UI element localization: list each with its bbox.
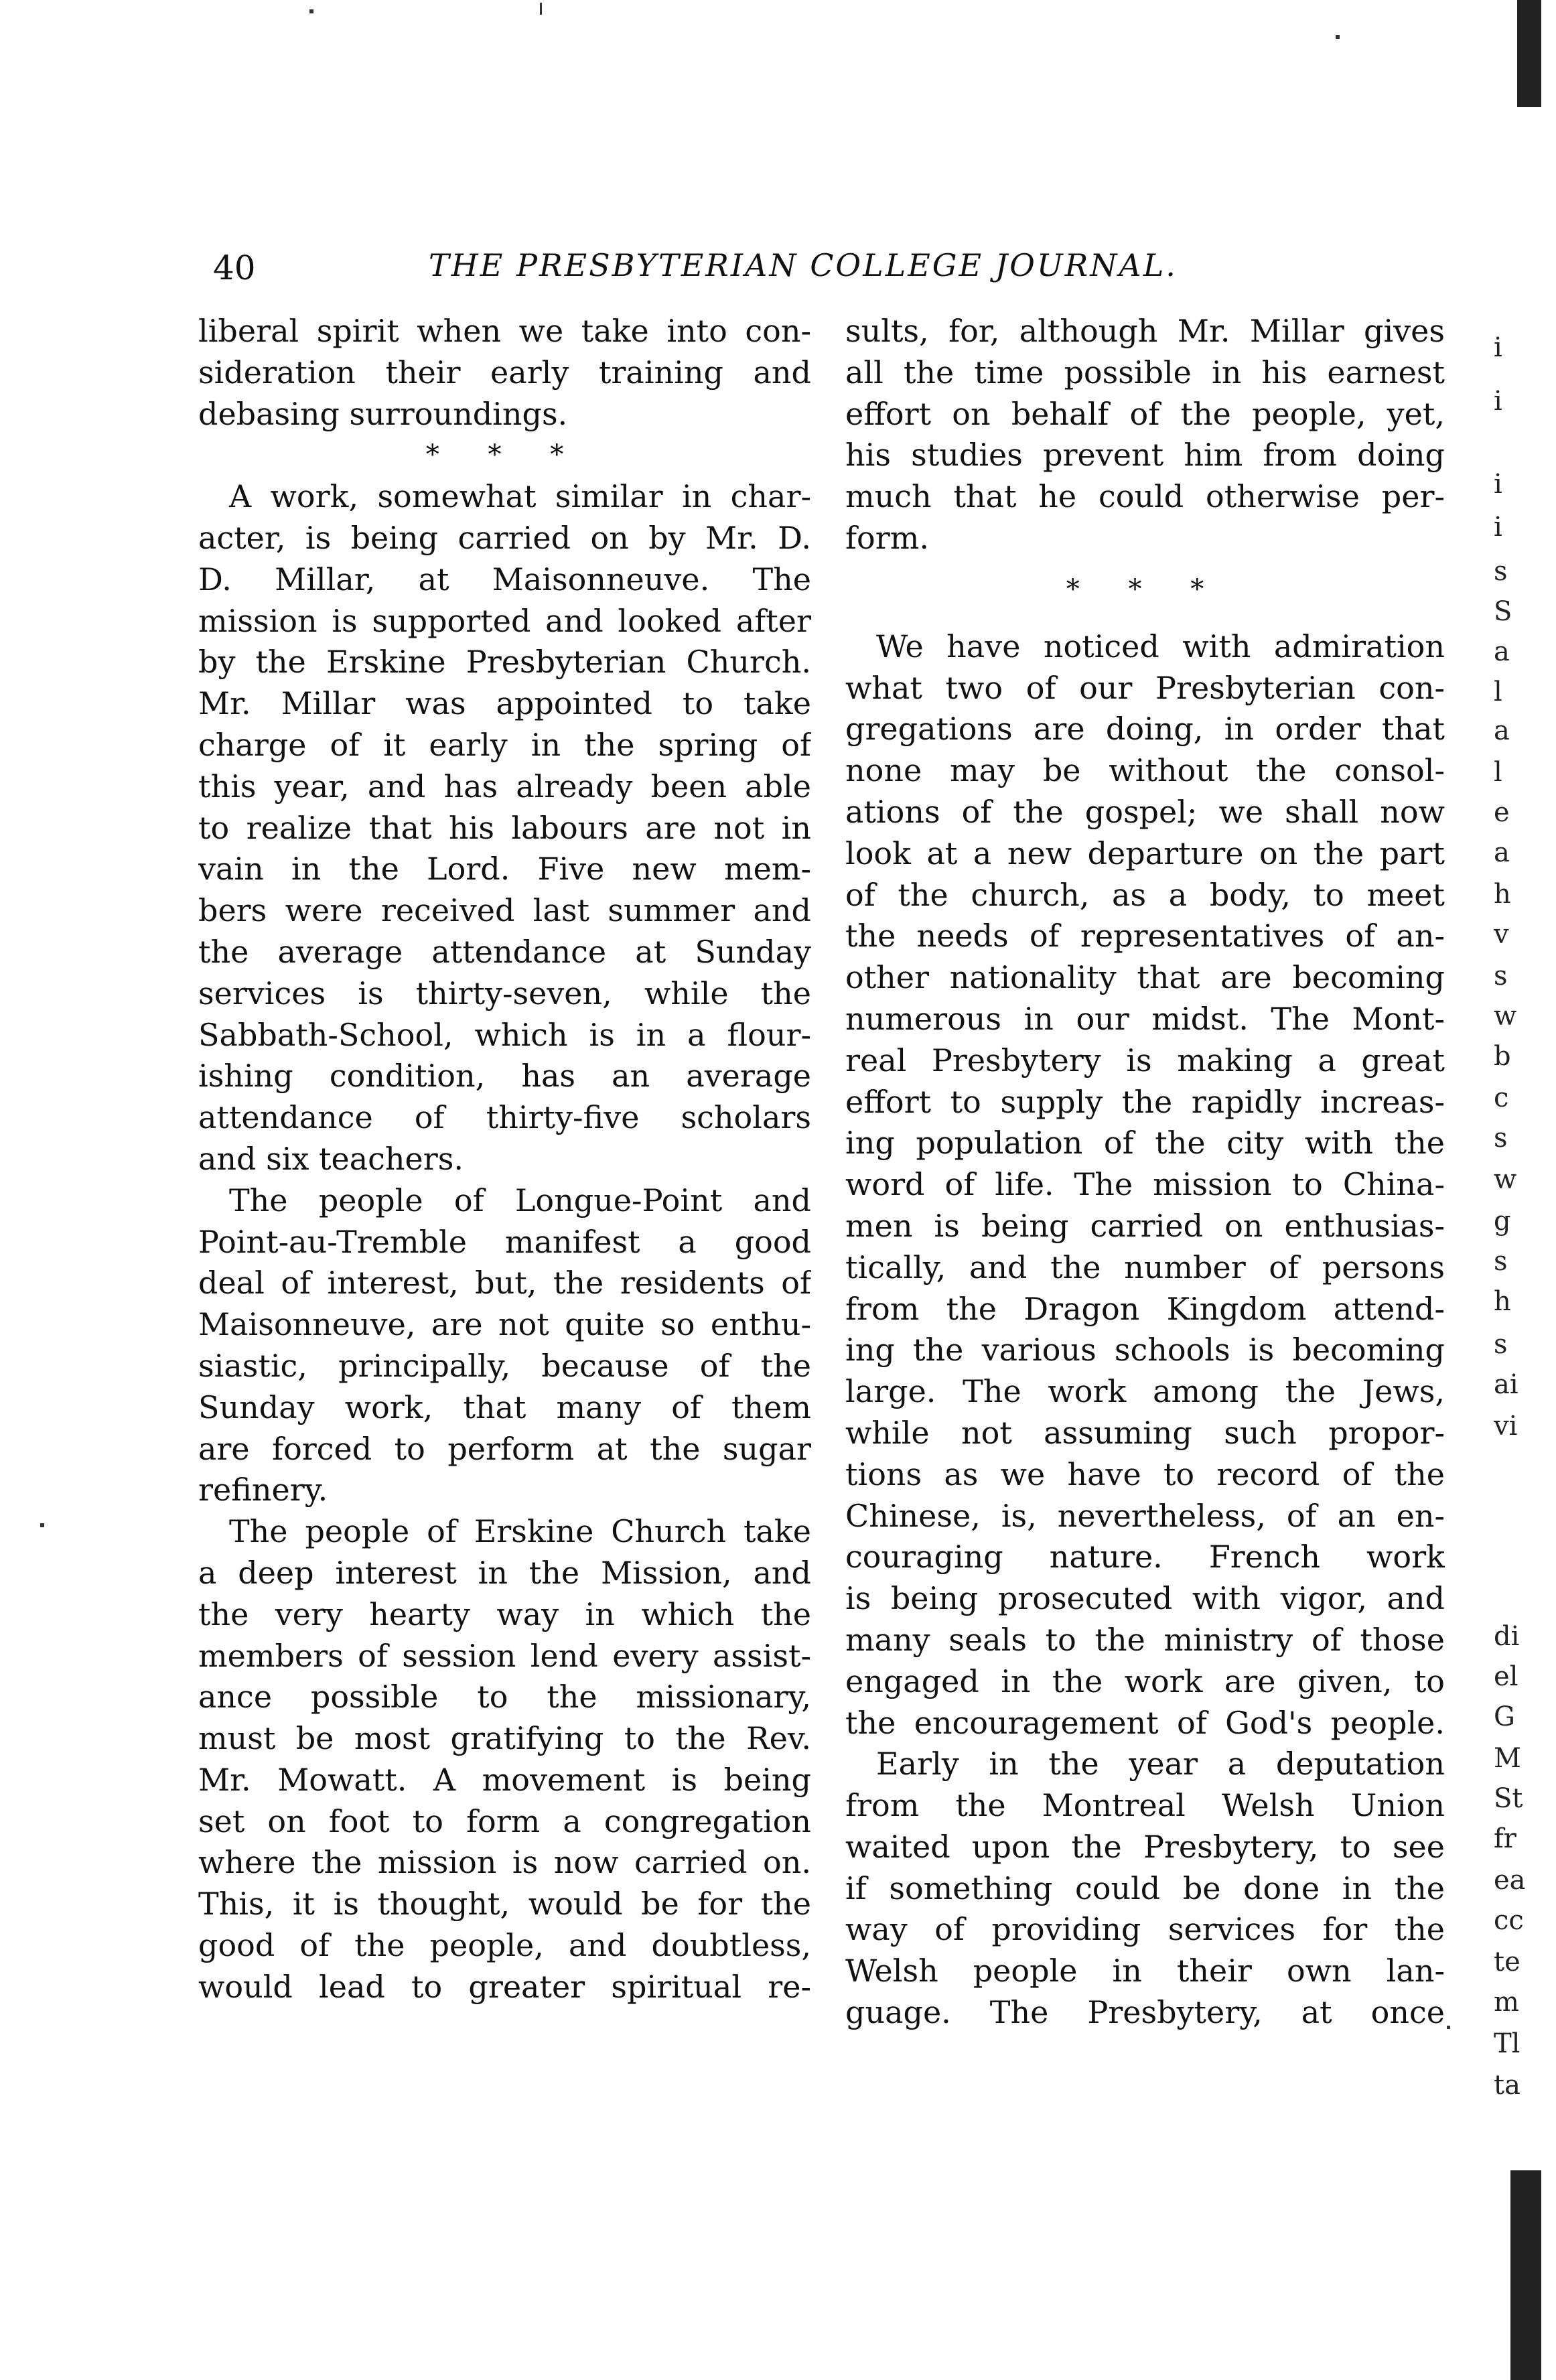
adjacent-page-fragment: G: [1494, 1701, 1515, 1732]
text-line: this year, and has already been able: [198, 768, 811, 804]
section-break-asterisks: * * *: [425, 439, 584, 471]
text-line: siastic, principally, because of the: [198, 1347, 811, 1384]
text-line: Mr. Millar was appointed to take: [198, 685, 811, 722]
adjacent-page-fragment: s: [1494, 556, 1508, 587]
text-line: numerous in our midst. The Mont-: [845, 1000, 1445, 1037]
adjacent-page-fragment: g: [1494, 1206, 1511, 1237]
text-line: Point-au-Tremble manifest a good: [198, 1223, 811, 1260]
adjacent-page-fragment: c: [1494, 1082, 1509, 1113]
text-line: gregations are doing, in order that: [845, 711, 1445, 748]
text-line: bers were received last summer and: [198, 892, 811, 929]
text-line: the needs of representatives of an-: [845, 918, 1445, 955]
adjacent-page-fragment: ta: [1494, 2070, 1520, 2101]
text-line: real Presbytery is making a great: [845, 1042, 1445, 1078]
text-line: mission is supported and looked after: [198, 602, 811, 639]
adjacent-page-fragment: vi: [1494, 1411, 1518, 1442]
text-line: engaged in the work are given, to: [845, 1663, 1445, 1699]
text-line: if something could be done in the: [845, 1870, 1445, 1906]
adjacent-page-fragment: Tl: [1494, 2028, 1520, 2059]
text-line: other nationality that are becoming: [845, 959, 1445, 996]
scan-speck: [40, 1523, 44, 1527]
adjacent-page-fragment: te: [1494, 1947, 1520, 1977]
text-line: effort on behalf of the people, yet,: [845, 395, 1445, 432]
adjacent-page-fragment: a: [1494, 837, 1510, 868]
text-line: from the Dragon Kingdom attend-: [845, 1290, 1445, 1327]
section-break-asterisks: * * *: [1066, 573, 1224, 605]
text-line: ishing condition, has an average: [198, 1058, 811, 1095]
text-line: ations of the gospel; we shall now: [845, 793, 1445, 830]
text-line: We have noticed with admiration: [876, 628, 1445, 664]
adjacent-page-fragment: di: [1494, 1621, 1520, 1652]
text-line: A work, somewhat similar in char-: [229, 478, 811, 515]
scan-speck: [540, 3, 542, 15]
scan-speck: [309, 9, 313, 13]
text-line: the encouragement of God's people.: [845, 1704, 1445, 1741]
text-line: and six teachers.: [198, 1140, 464, 1177]
adjacent-page-fragment: w: [1494, 1164, 1517, 1195]
text-line: refinery.: [198, 1472, 328, 1509]
text-line: the very hearty way in which the: [198, 1596, 811, 1632]
text-line: ance possible to the missionary,: [198, 1679, 811, 1716]
text-line: the average attendance at Sunday: [198, 933, 811, 970]
adjacent-page-fragment: s: [1494, 961, 1508, 991]
adjacent-page-fragment: w: [1494, 1001, 1517, 1032]
adjacent-page-fragment: v: [1494, 919, 1509, 950]
text-line: much that he could otherwise per-: [845, 478, 1445, 515]
text-line: effort to supply the rapidly increas-: [845, 1083, 1445, 1120]
text-line: form.: [845, 519, 929, 556]
text-line: all the time possible in his earnest: [845, 354, 1445, 391]
text-line: way of providing services for the: [845, 1911, 1445, 1948]
text-line: word of life. The mission to China-: [845, 1166, 1445, 1203]
adjacent-page-fragment: ai: [1494, 1369, 1518, 1400]
adjacent-page-fragment: i: [1494, 386, 1502, 417]
text-line: Welsh people in their own lan-: [845, 1953, 1445, 1989]
text-line: debasing surroundings.: [198, 395, 568, 432]
adjacent-page-fragment: fr: [1494, 1823, 1516, 1854]
text-line: Sabbath-School, which is in a flour-: [198, 1016, 811, 1053]
adjacent-page-fragment: e: [1494, 797, 1510, 828]
text-line: many seals to the ministry of those: [845, 1621, 1445, 1658]
text-line: services is thirty-seven, while the: [198, 975, 811, 1011]
text-line: attendance of thirty-five scholars: [198, 1099, 811, 1136]
adjacent-page-fragment: M: [1494, 1743, 1521, 1774]
left-column: [198, 311, 811, 2008]
text-line: The people of Erskine Church take: [229, 1513, 811, 1550]
text-line: tically, and the number of persons: [845, 1249, 1445, 1285]
text-line: by the Erskine Presbyterian Church.: [198, 644, 811, 681]
adjacent-page-fragment: S: [1494, 596, 1512, 627]
text-line: Mr. Mowatt. A movement is being: [198, 1761, 811, 1798]
text-line: is being prosecuted with vigor, and: [845, 1580, 1445, 1617]
text-line: Maisonneuve, are not quite so enthu-: [198, 1306, 811, 1343]
adjacent-page-fragment: i: [1494, 512, 1502, 543]
text-line: good of the people, and doubtless,: [198, 1927, 811, 1964]
text-line: vain in the Lord. Five new mem-: [198, 851, 811, 888]
text-line: members of session lend every assist-: [198, 1637, 811, 1674]
text-line: charge of it early in the spring of: [198, 726, 811, 763]
right-column: [845, 311, 1445, 2034]
adjacent-page-fragment: b: [1494, 1041, 1511, 1072]
text-line: while not assuming such propor-: [845, 1414, 1445, 1451]
text-line: waited upon the Presbytery, to see: [845, 1828, 1445, 1865]
adjacent-page-fragment: s: [1494, 1246, 1508, 1277]
adjacent-page-fragment: ea: [1494, 1865, 1526, 1896]
text-line: liberal spirit when we take into con-: [198, 313, 811, 349]
text-line: large. The work among the Jews,: [845, 1373, 1445, 1410]
adjacent-page-fragment: a: [1494, 715, 1510, 746]
text-line: The people of Longue-Point and: [229, 1182, 811, 1218]
text-line: to realize that his labours are not in: [198, 809, 811, 846]
text-line: D. Millar, at Maisonneuve. The: [198, 561, 811, 598]
text-line: what two of our Presbyterian con-: [845, 669, 1445, 706]
adjacent-page-fragment: h: [1494, 879, 1511, 910]
adjacent-page-fragment: m: [1494, 1987, 1519, 2018]
adjacent-page-fragment: s: [1494, 1329, 1508, 1360]
adjacent-page-fragment: a: [1494, 636, 1510, 667]
running-title: THE PRESBYTERIAN COLLEGE JOURNAL.: [429, 247, 1178, 283]
text-line: are forced to perform at the sugar: [198, 1430, 811, 1467]
text-line: would lead to greater spiritual re-: [198, 1968, 811, 2005]
adjacent-page-fragment: cc: [1494, 1905, 1524, 1936]
adjacent-page-fragment: i: [1494, 332, 1502, 363]
text-line: acter, is being carried on by Mr. D.: [198, 519, 811, 556]
text-line: guage. The Presbytery, at once: [845, 1994, 1445, 2031]
text-line: sults, for, although Mr. Millar gives: [845, 313, 1445, 349]
text-line: tions as we have to record of the: [845, 1456, 1445, 1492]
text-line: couraging nature. French work: [845, 1539, 1445, 1576]
adjacent-page-fragment: el: [1494, 1661, 1518, 1692]
adjacent-page-fragment: s: [1494, 1123, 1508, 1153]
text-line: men is being carried on enthusias-: [845, 1207, 1445, 1244]
text-line: look at a new departure on the part: [845, 835, 1445, 871]
adjacent-page-fragment: l: [1494, 757, 1502, 788]
text-line: Sunday work, that many of them: [198, 1389, 811, 1425]
text-line: deal of interest, but, the residents of: [198, 1265, 811, 1302]
adjacent-page-fragment: i: [1494, 469, 1502, 500]
text-line: ing the various schools is becoming: [845, 1332, 1445, 1369]
text-line: Chinese, is, nevertheless, of an en-: [845, 1497, 1445, 1534]
adjacent-page-fragment: l: [1494, 677, 1502, 707]
page-number: 40: [213, 249, 256, 287]
text-line: ing population of the city with the: [845, 1125, 1445, 1162]
text-line: his studies prevent him from doing: [845, 437, 1445, 474]
text-line: set on foot to form a congregation: [198, 1803, 811, 1839]
text-line: where the mission is now carried on.: [198, 1844, 811, 1881]
text-line: from the Montreal Welsh Union: [845, 1787, 1445, 1824]
text-line: a deep interest in the Mission, and: [198, 1554, 811, 1591]
adjacent-page-fragment: h: [1494, 1286, 1511, 1317]
scan-speck: [1447, 2026, 1450, 2029]
text-line: This, it is thought, would be for the: [198, 1886, 811, 1922]
scan-speck: [1336, 35, 1340, 39]
text-line: of the church, as a body, to meet: [845, 876, 1445, 913]
text-line: must be most gratifying to the Rev.: [198, 1720, 811, 1757]
scan-edge-shadow: [1510, 2170, 1541, 2380]
text-line: Early in the year a deputation: [876, 1746, 1445, 1782]
scan-edge-shadow: [1517, 0, 1541, 107]
text-line: sideration their early training and: [198, 354, 811, 391]
text-line: none may be without the consol-: [845, 752, 1445, 789]
adjacent-page-fragment: St: [1494, 1783, 1523, 1814]
